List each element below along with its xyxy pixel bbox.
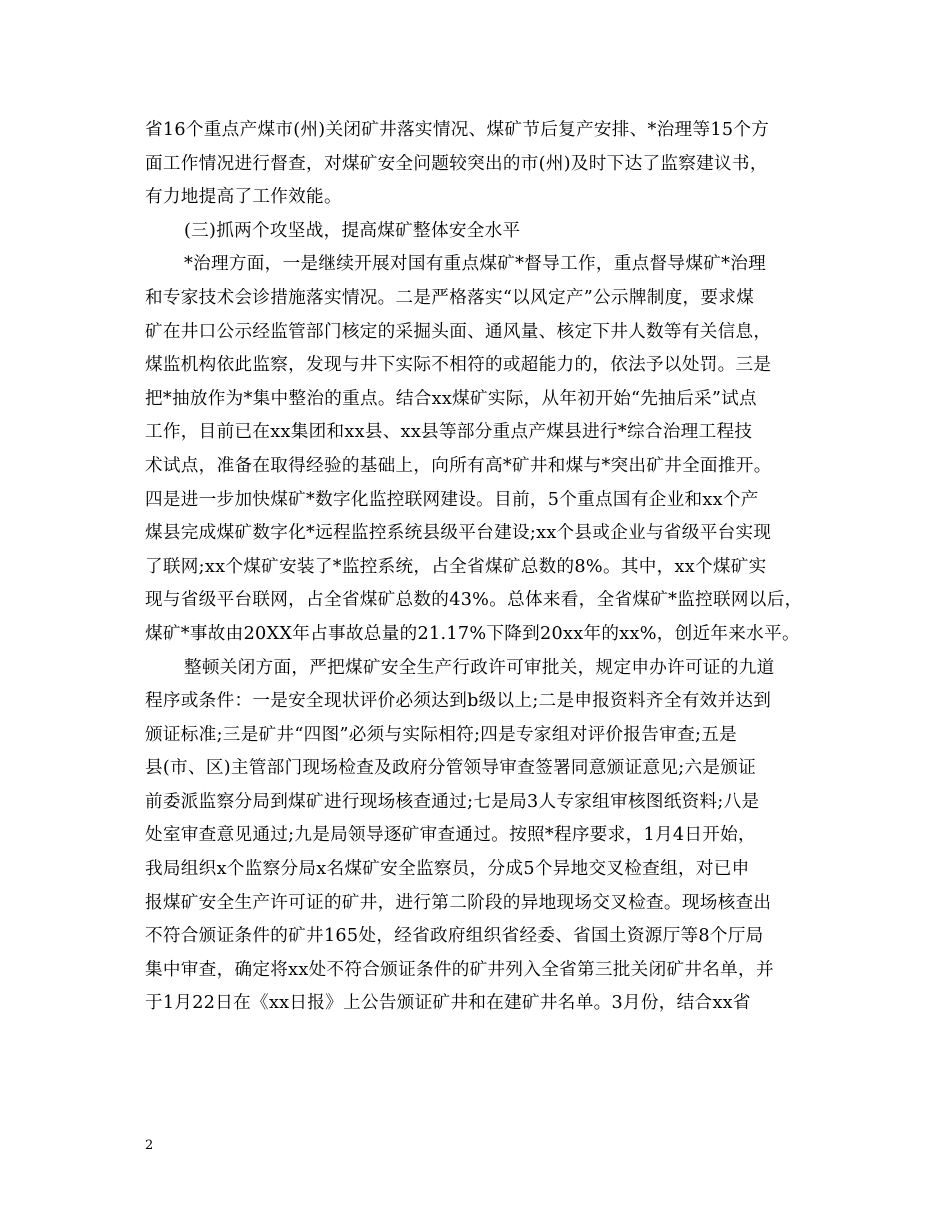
text-line: 煤监机构依此监察，发现与井下实际不相符的或超能力的，依法予以处罚。三是 <box>145 355 772 376</box>
text-line: (三)抓两个攻坚战，提高煤矿整体安全水平 <box>184 220 521 241</box>
text-line: 矿在井口公示经监管部门核定的采掘头面、通风量、核定下井人数等有关信息， <box>145 321 772 342</box>
page-number: 2 <box>145 1138 154 1153</box>
document-body <box>145 114 815 1021</box>
text-line: 把*抽放作为*集中整治的重点。结合xx煤矿实际，从年初开始“先抽后采”试点 <box>145 388 757 409</box>
text-line: 和专家技术会诊措施落实情况。二是严格落实“以风定产”公示牌制度，要求煤 <box>145 287 755 308</box>
text-line: 术试点，准备在取得经验的基础上，向所有高*矿井和煤与*突出矿井全面推开。 <box>145 455 772 476</box>
text-line: 颁证标准;三是矿井“四图”必须与实际相符;四是专家组对评价报告审查;五是 <box>145 724 737 745</box>
text-line: 四是进一步加快煤矿*数字化监控联网建设。目前，5个重点国有企业和xx个产 <box>145 489 759 510</box>
text-line: 处室审查意见通过;九是局领导逐矿审查通过。按照*程序要求，1月4日开始， <box>145 825 756 846</box>
text-line: 于1月22日在《xx日报》上公告颁证矿井和在建矿井名单。3月份，结合xx省 <box>145 993 751 1014</box>
text-line: 前委派监察分局到煤矿进行现场核查通过;七是局3人专家组审核图纸资料;八是 <box>145 791 760 812</box>
text-line: 煤县完成煤矿数字化*远程监控系统县级平台建设;xx个县或企业与省级平台实现 <box>145 523 772 544</box>
text-line: *治理方面，一是继续开展对国有重点煤矿*督导工作，重点督导煤矿*治理 <box>184 254 766 275</box>
text-line: 煤矿*事故由20XX年占事故总量的21.17%下降到20xx年的xx%，创近年来水平。 <box>145 623 800 644</box>
text-line: 县(市、区)主管部门现场检查及政府分管领导审查签署同意颁证意见;六是颁证 <box>145 758 757 779</box>
text-line: 集中审查，确定将xx处不符合颁证条件的矿井列入全省第三批关闭矿井名单，并 <box>145 959 774 980</box>
text-line: 程序或条件：一是安全现状评价必须达到b级以上;二是申报资料齐全有效并达到 <box>145 691 772 712</box>
text-line: 我局组织x个监察分局x名煤矿安全监察员，分成5个异地交叉检查组，对已申 <box>145 859 750 880</box>
text-line: 整顿关闭方面，严把煤矿安全生产行政许可审批关，规定申办许可证的九道 <box>184 657 775 678</box>
text-line: 工作，目前已在xx集团和xx县、xx县等部分重点产煤县进行*综合治理工程技 <box>145 422 753 443</box>
text-line: 有力地提高了工作效能。 <box>145 187 342 208</box>
text-line: 面工作情况进行督查，对煤矿安全问题较突出的市(州)及时下达了监察建议书， <box>145 153 768 174</box>
text-line: 现与省级平台联网，占全省煤矿总数的43%。总体来看，全省煤矿*监控联网以后， <box>145 590 803 611</box>
text-line: 了联网;xx个煤矿安装了*监控系统，占全省煤矿总数的8%。其中，xx个煤矿实 <box>145 556 767 577</box>
text-line: 不符合颁证条件的矿井165处，经省政府组织省经委、省国土资源厅等8个厅局 <box>145 926 764 947</box>
text-line: 报煤矿安全生产许可证的矿井，进行第二阶段的异地现场交叉检查。现场核查出 <box>145 892 772 913</box>
text-line: 省16个重点产煤市(州)关闭矿井落实情况、煤矿节后复产安排、*治理等15个方 <box>145 120 770 140</box>
